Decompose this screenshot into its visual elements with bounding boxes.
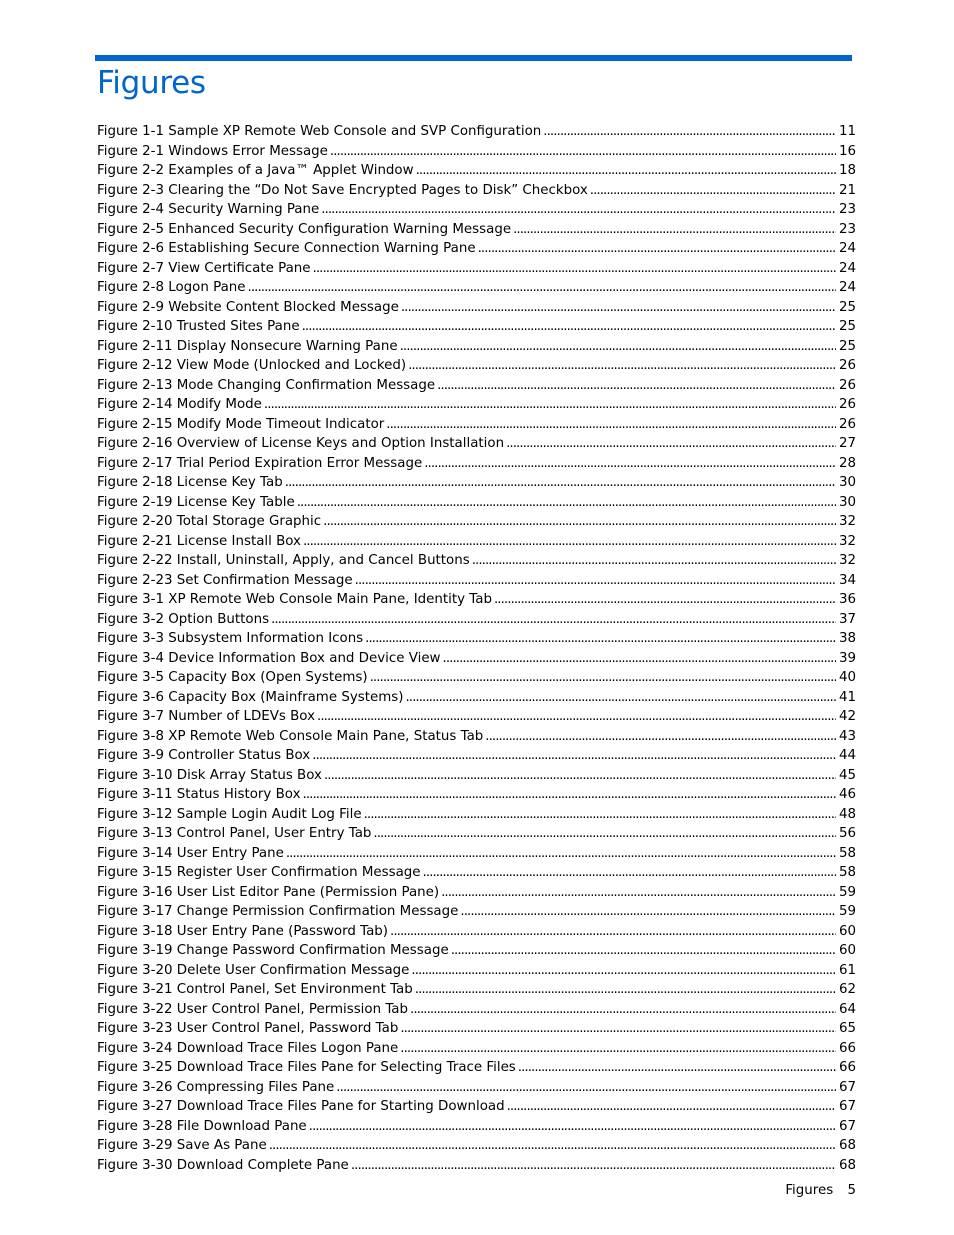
toc-entry-page-number: 59 xyxy=(838,904,856,919)
dot-leader xyxy=(390,922,836,942)
dot-leader xyxy=(416,161,836,181)
toc-list-item xyxy=(97,610,856,630)
toc-list-item xyxy=(97,376,856,396)
toc-entry-page-number: 42 xyxy=(838,709,856,724)
toc-entry-label: Figure 3-29 Save As Pane xyxy=(97,1138,267,1153)
toc-entry-page-number: 43 xyxy=(838,728,856,744)
toc-entry-label: Figure 2-9 Website Content Blocked Message xyxy=(97,299,399,315)
toc-entry-link[interactable] xyxy=(97,298,856,318)
toc-entry-label: Figure 3-11 Status History Box xyxy=(97,787,301,802)
toc-entry-label: Figure 2-18 License Key Tab xyxy=(97,475,283,490)
dot-leader xyxy=(324,766,836,786)
toc-entry-link[interactable] xyxy=(97,1058,856,1078)
dot-leader xyxy=(323,512,836,532)
toc-entry-page-number: 16 xyxy=(838,143,856,159)
toc-entry-link[interactable] xyxy=(97,161,856,181)
toc-entry-link[interactable] xyxy=(97,122,856,142)
toc-entry-link[interactable] xyxy=(97,805,856,825)
toc-entry-link[interactable] xyxy=(97,356,856,376)
toc-entry-link[interactable] xyxy=(97,863,856,883)
dot-leader xyxy=(386,415,836,435)
toc-entry-page-number: 32 xyxy=(838,533,856,549)
toc-entry-page-number: 23 xyxy=(838,202,856,217)
dot-leader xyxy=(590,181,836,201)
toc-entry-link[interactable] xyxy=(97,1039,856,1059)
toc-entry-link[interactable] xyxy=(97,824,856,844)
toc-entry-link[interactable] xyxy=(97,707,856,727)
toc-entry-page-number: 32 xyxy=(838,553,856,568)
toc-list-item xyxy=(97,707,856,727)
dot-leader xyxy=(355,571,836,591)
toc-entry-link[interactable] xyxy=(97,785,856,805)
toc-list-item xyxy=(97,298,856,318)
toc-entry-page-number: 37 xyxy=(838,611,856,627)
toc-list-item xyxy=(97,766,856,786)
toc-entry-label: Figure 3-10 Disk Array Status Box xyxy=(97,767,322,783)
toc-entry-link[interactable] xyxy=(97,1019,856,1039)
toc-entry-link[interactable] xyxy=(97,200,856,220)
toc-entry-page-number: 27 xyxy=(838,436,856,451)
toc-entry-label: Figure 3-26 Compressing Files Pane xyxy=(97,1079,335,1095)
dot-leader xyxy=(312,746,836,766)
dot-leader xyxy=(494,590,836,610)
toc-entry-link[interactable] xyxy=(97,142,856,162)
toc-entry-page-number: 34 xyxy=(838,572,856,588)
toc-list-item xyxy=(97,668,856,688)
toc-list-item xyxy=(97,844,856,864)
toc-list-item xyxy=(97,220,856,240)
toc-entry-page-number: 45 xyxy=(838,767,856,783)
toc-entry-page-number: 68 xyxy=(838,1138,856,1153)
dot-leader xyxy=(410,1000,836,1020)
dot-leader xyxy=(271,610,836,630)
toc-entry-link[interactable] xyxy=(97,883,856,903)
toc-list-item xyxy=(97,1097,856,1117)
toc-entry-page-number: 25 xyxy=(838,299,856,315)
toc-entry-label: Figure 3-14 User Entry Pane xyxy=(97,845,284,861)
toc-entry-page-number: 58 xyxy=(838,845,856,861)
toc-list-item xyxy=(97,434,856,454)
toc-list-item xyxy=(97,941,856,961)
toc-entry-link[interactable] xyxy=(97,1097,856,1117)
dot-leader xyxy=(405,688,835,708)
page-footer xyxy=(785,1181,856,1201)
dot-leader xyxy=(472,551,836,571)
footer-section-name: Figures xyxy=(785,1183,834,1198)
toc-entry-label: Figure 3-1 XP Remote Web Console Main Pane, Identity Tab xyxy=(97,592,492,607)
toc-entry-label: Figure 3-7 Number of LDEVs Box xyxy=(97,709,315,724)
toc-entry-link[interactable] xyxy=(97,1000,856,1020)
dot-leader xyxy=(415,980,836,1000)
dot-leader xyxy=(424,454,836,474)
toc-list-item xyxy=(97,259,856,279)
toc-entry-page-number: 26 xyxy=(838,416,856,432)
toc-entry-label: Figure 3-21 Control Panel, Set Environment Tab xyxy=(97,982,413,997)
toc-entry-label: Figure 3-24 Download Trace Files Logon Pane xyxy=(97,1040,399,1056)
toc-entry-page-number: 26 xyxy=(838,397,856,412)
toc-entry-link[interactable] xyxy=(97,337,856,357)
toc-list-item xyxy=(97,415,856,435)
toc-entry-page-number: 23 xyxy=(838,221,856,237)
toc-entry-page-number: 44 xyxy=(838,748,856,763)
toc-entry-link[interactable] xyxy=(97,1156,856,1176)
toc-entry-label: Figure 2-19 License Key Table xyxy=(97,494,295,510)
page-title: Figures xyxy=(97,65,206,101)
toc-entry-label: Figure 3-23 User Control Panel, Password Tab xyxy=(97,1021,399,1036)
toc-entry-label: Figure 2-21 License Install Box xyxy=(97,533,301,549)
dot-leader xyxy=(303,532,836,552)
toc-list-item xyxy=(97,571,856,591)
toc-entry-page-number: 25 xyxy=(838,338,856,354)
toc-entry-label: Figure 3-30 Download Complete Pane xyxy=(97,1157,349,1173)
toc-entry-link[interactable] xyxy=(97,1136,856,1156)
dot-leader xyxy=(248,278,836,298)
dot-leader xyxy=(264,395,836,415)
dot-leader xyxy=(441,883,836,903)
toc-entry-link[interactable] xyxy=(97,473,856,493)
dot-leader xyxy=(437,376,836,396)
toc-entry-link[interactable] xyxy=(97,278,856,298)
toc-entry-link[interactable] xyxy=(97,941,856,961)
toc-list-item xyxy=(97,688,856,708)
toc-list-item xyxy=(97,980,856,1000)
toc-entry-page-number: 26 xyxy=(838,377,856,393)
toc-list-item xyxy=(97,181,856,201)
toc-list-item xyxy=(97,512,856,532)
toc-entry-link[interactable] xyxy=(97,727,856,747)
toc-entry-label: Figure 2-4 Security Warning Pane xyxy=(97,202,320,217)
toc-entry-label: Figure 3-2 Option Buttons xyxy=(97,611,270,627)
toc-entry-label: Figure 2-11 Display Nonsecure Warning Pane xyxy=(97,338,398,354)
toc-entry-page-number: 32 xyxy=(838,514,856,529)
toc-entry-link[interactable] xyxy=(97,922,856,942)
toc-list-item xyxy=(97,317,856,337)
toc-entry-link[interactable] xyxy=(97,1117,856,1137)
toc-entry-page-number: 41 xyxy=(838,689,856,705)
toc-list-item xyxy=(97,1078,856,1098)
toc-entry-page-number: 11 xyxy=(838,124,856,139)
dot-leader xyxy=(411,961,836,981)
toc-entry-label: Figure 2-8 Logon Pane xyxy=(97,280,246,295)
dot-leader xyxy=(443,649,836,669)
dot-leader xyxy=(321,200,836,220)
toc-entry-page-number: 25 xyxy=(838,319,856,334)
toc-entry-label: Figure 3-8 XP Remote Web Console Main Pane, Status Tab xyxy=(97,728,484,744)
toc-entry-label: Figure 3-13 Control Panel, User Entry Tab xyxy=(97,826,372,841)
toc-list-item xyxy=(97,200,856,220)
toc-entry-label: Figure 2-13 Mode Changing Confirmation Message xyxy=(97,377,436,393)
toc-entry-page-number: 67 xyxy=(838,1079,856,1095)
toc-entry-link[interactable] xyxy=(97,454,856,474)
toc-entry-link[interactable] xyxy=(97,551,856,571)
title-rule xyxy=(95,55,852,61)
toc-entry-label: Figure 3-25 Download Trace Files Pane for Selecting Trace Files xyxy=(97,1060,516,1075)
toc-entry-page-number: 39 xyxy=(838,650,856,666)
toc-entry-label: Figure 2-15 Modify Mode Timeout Indicator xyxy=(97,416,385,432)
toc-entry-link[interactable] xyxy=(97,376,856,396)
toc-entry-page-number: 61 xyxy=(838,962,856,978)
dot-leader xyxy=(330,142,836,162)
toc-entry-page-number: 24 xyxy=(838,260,856,276)
toc-entry-link[interactable] xyxy=(97,434,856,454)
toc-entry-page-number: 30 xyxy=(838,494,856,510)
toc-entry-label: Figure 3-5 Capacity Box (Open Systems) xyxy=(97,670,368,685)
toc-list-item xyxy=(97,1000,856,1020)
toc-entry-page-number: 48 xyxy=(838,806,856,822)
toc-entry-label: Figure 2-12 View Mode (Unlocked and Locked) xyxy=(97,358,407,373)
toc-entry-page-number: 66 xyxy=(838,1040,856,1056)
toc-entry-label: Figure 2-23 Set Confirmation Message xyxy=(97,572,353,588)
dot-leader xyxy=(485,727,836,747)
dot-leader xyxy=(400,1019,836,1039)
toc-entry-page-number: 30 xyxy=(838,475,856,490)
toc-entry-link[interactable] xyxy=(97,415,856,435)
toc-list-item xyxy=(97,902,856,922)
dot-leader xyxy=(451,941,836,961)
toc-entry-link[interactable] xyxy=(97,961,856,981)
toc-entry-label: Figure 2-17 Trial Period Expiration Error Message xyxy=(97,455,423,471)
toc-entry-label: Figure 3-17 Change Permission Confirmation Message xyxy=(97,904,459,919)
toc-list-item xyxy=(97,649,856,669)
dot-leader xyxy=(373,824,836,844)
toc-entry-page-number: 46 xyxy=(838,787,856,802)
toc-entry-page-number: 59 xyxy=(838,884,856,900)
footer-page-number: 5 xyxy=(847,1183,856,1198)
toc-entry-page-number: 68 xyxy=(838,1157,856,1173)
dot-leader xyxy=(423,863,836,883)
toc-entry-link[interactable] xyxy=(97,590,856,610)
toc-list-item xyxy=(97,356,856,376)
dot-leader xyxy=(285,473,836,493)
toc-entry-label: Figure 3-28 File Download Pane xyxy=(97,1118,307,1134)
toc-list-item xyxy=(97,142,856,162)
dot-leader xyxy=(317,707,836,727)
toc-entry-page-number: 67 xyxy=(838,1099,856,1114)
toc-entry-label: Figure 2-22 Install, Uninstall, Apply, and Cancel Buttons xyxy=(97,553,470,568)
toc-entry-label: Figure 2-16 Overview of License Keys and Option Installation xyxy=(97,436,505,451)
toc-entry-link[interactable] xyxy=(97,980,856,1000)
toc-entry-page-number: 64 xyxy=(838,1001,856,1017)
dot-leader xyxy=(351,1156,836,1176)
toc-list-item xyxy=(97,278,856,298)
dot-leader xyxy=(364,805,836,825)
toc-entry-link[interactable] xyxy=(97,746,856,766)
toc-entry-link[interactable] xyxy=(97,688,856,708)
dot-leader xyxy=(365,629,836,649)
toc-list-item xyxy=(97,337,856,357)
toc-list-item xyxy=(97,473,856,493)
toc-entry-page-number: 66 xyxy=(838,1060,856,1075)
toc-list-item xyxy=(97,239,856,259)
dot-leader xyxy=(269,1136,836,1156)
toc-entry-page-number: 56 xyxy=(838,826,856,841)
dot-leader xyxy=(400,337,836,357)
toc-entry-page-number: 26 xyxy=(838,358,856,373)
toc-entry-label: Figure 2-1 Windows Error Message xyxy=(97,143,328,159)
toc-list-item xyxy=(97,161,856,181)
toc-entry-link[interactable] xyxy=(97,902,856,922)
dot-leader xyxy=(543,122,836,142)
dot-leader xyxy=(309,1117,836,1137)
toc-list-item xyxy=(97,961,856,981)
toc-entry-label: Figure 3-18 User Entry Pane (Password Tab) xyxy=(97,923,389,939)
toc-entry-page-number: 65 xyxy=(838,1021,856,1036)
toc-entry-page-number: 62 xyxy=(838,982,856,997)
dot-leader xyxy=(336,1078,836,1098)
toc-list-item xyxy=(97,395,856,415)
toc-entry-page-number: 18 xyxy=(838,163,856,178)
dot-leader xyxy=(513,220,836,240)
toc-entry-label: Figure 3-6 Capacity Box (Mainframe Systems) xyxy=(97,689,404,705)
dot-leader xyxy=(518,1058,836,1078)
toc-entry-page-number: 24 xyxy=(838,241,856,256)
toc-entry-label: Figure 3-9 Controller Status Box xyxy=(97,748,311,763)
toc-entry-link[interactable] xyxy=(97,571,856,591)
dot-leader xyxy=(313,259,836,279)
dot-leader xyxy=(506,434,836,454)
dot-leader xyxy=(286,844,836,864)
toc-entry-label: Figure 3-22 User Control Panel, Permission Tab xyxy=(97,1001,409,1017)
toc-list-item xyxy=(97,122,856,142)
toc-entry-link[interactable] xyxy=(97,668,856,688)
toc-entry-label: Figure 2-7 View Certificate Pane xyxy=(97,260,311,276)
toc-list-item xyxy=(97,454,856,474)
dot-leader xyxy=(507,1097,836,1117)
toc-entry-link[interactable] xyxy=(97,239,856,259)
toc-entry-page-number: 36 xyxy=(838,592,856,607)
toc-list-item xyxy=(97,1156,856,1176)
toc-entry-link[interactable] xyxy=(97,220,856,240)
toc-entry-link[interactable] xyxy=(97,259,856,279)
toc-list-item xyxy=(97,590,856,610)
toc-entry-label: Figure 3-16 User List Editor Pane (Permission Pane) xyxy=(97,884,440,900)
toc-entry-page-number: 28 xyxy=(838,455,856,471)
dot-leader xyxy=(303,785,836,805)
toc-entry-page-number: 40 xyxy=(838,670,856,685)
toc-entry-page-number: 60 xyxy=(838,923,856,939)
toc-entry-link[interactable] xyxy=(97,493,856,513)
toc-entry-label: Figure 3-19 Change Password Confirmation Message xyxy=(97,943,449,958)
toc-entry-page-number: 21 xyxy=(838,182,856,198)
toc-entry-label: Figure 2-10 Trusted Sites Pane xyxy=(97,319,300,334)
toc-list-item xyxy=(97,551,856,571)
dot-leader xyxy=(408,356,836,376)
toc-entry-link[interactable] xyxy=(97,181,856,201)
toc-list-item xyxy=(97,532,856,552)
toc-entry-label: Figure 3-12 Sample Login Audit Log File xyxy=(97,806,362,822)
toc-entry-label: Figure 3-3 Subsystem Information Icons xyxy=(97,631,364,646)
toc-entry-label: Figure 2-3 Clearing the “Do Not Save Encrypted Pages to Disk” Checkbox xyxy=(97,182,588,198)
toc-entry-link[interactable] xyxy=(97,532,856,552)
toc-entry-link[interactable] xyxy=(97,844,856,864)
toc-entry-label: Figure 2-20 Total Storage Graphic xyxy=(97,514,322,529)
toc-list-item xyxy=(97,824,856,844)
toc-list-item xyxy=(97,727,856,747)
toc-list-item xyxy=(97,629,856,649)
toc-list-item xyxy=(97,1039,856,1059)
toc-entry-link[interactable] xyxy=(97,610,856,630)
toc-list-item xyxy=(97,746,856,766)
toc-entry-link[interactable] xyxy=(97,512,856,532)
toc-list-item xyxy=(97,1019,856,1039)
toc-entry-label: Figure 2-14 Modify Mode xyxy=(97,397,262,412)
toc-entry-page-number: 58 xyxy=(838,865,856,880)
dot-leader xyxy=(478,239,836,259)
toc-entry-label: Figure 3-27 Download Trace Files Pane for Starting Download xyxy=(97,1099,505,1114)
figure-list xyxy=(97,122,856,1175)
toc-list-item xyxy=(97,805,856,825)
dot-leader xyxy=(460,902,836,922)
dot-leader xyxy=(401,298,836,318)
toc-entry-label: Figure 1-1 Sample XP Remote Web Console and SVP Configuration xyxy=(97,124,542,139)
toc-list-item xyxy=(97,922,856,942)
dot-leader xyxy=(400,1039,836,1059)
toc-entry-link[interactable] xyxy=(97,629,856,649)
toc-entry-link[interactable] xyxy=(97,317,856,337)
toc-entry-page-number: 24 xyxy=(838,280,856,295)
toc-entry-link[interactable] xyxy=(97,649,856,669)
toc-entry-link[interactable] xyxy=(97,766,856,786)
toc-entry-link[interactable] xyxy=(97,395,856,415)
dot-leader xyxy=(297,493,836,513)
toc-list-item xyxy=(97,1136,856,1156)
dot-leader xyxy=(370,668,836,688)
toc-entry-page-number: 60 xyxy=(838,943,856,958)
toc-list-item xyxy=(97,493,856,513)
toc-entry-label: Figure 2-5 Enhanced Security Configuration Warning Message xyxy=(97,221,512,237)
toc-entry-label: Figure 3-4 Device Information Box and Device View xyxy=(97,650,441,666)
toc-entry-label: Figure 3-15 Register User Confirmation Message xyxy=(97,865,421,880)
toc-entry-link[interactable] xyxy=(97,1078,856,1098)
toc-list-item xyxy=(97,883,856,903)
toc-entry-label: Figure 2-2 Examples of a Java™ Applet Window xyxy=(97,163,414,178)
toc-entry-label: Figure 3-20 Delete User Confirmation Message xyxy=(97,962,410,978)
toc-entry-label: Figure 2-6 Establishing Secure Connection Warning Pane xyxy=(97,241,476,256)
toc-list-item xyxy=(97,785,856,805)
toc-list-item xyxy=(97,1058,856,1078)
dot-leader xyxy=(302,317,836,337)
toc-entry-page-number: 67 xyxy=(838,1118,856,1134)
toc-list-item xyxy=(97,863,856,883)
toc-entry-page-number: 38 xyxy=(838,631,856,646)
toc-list-item xyxy=(97,1117,856,1137)
